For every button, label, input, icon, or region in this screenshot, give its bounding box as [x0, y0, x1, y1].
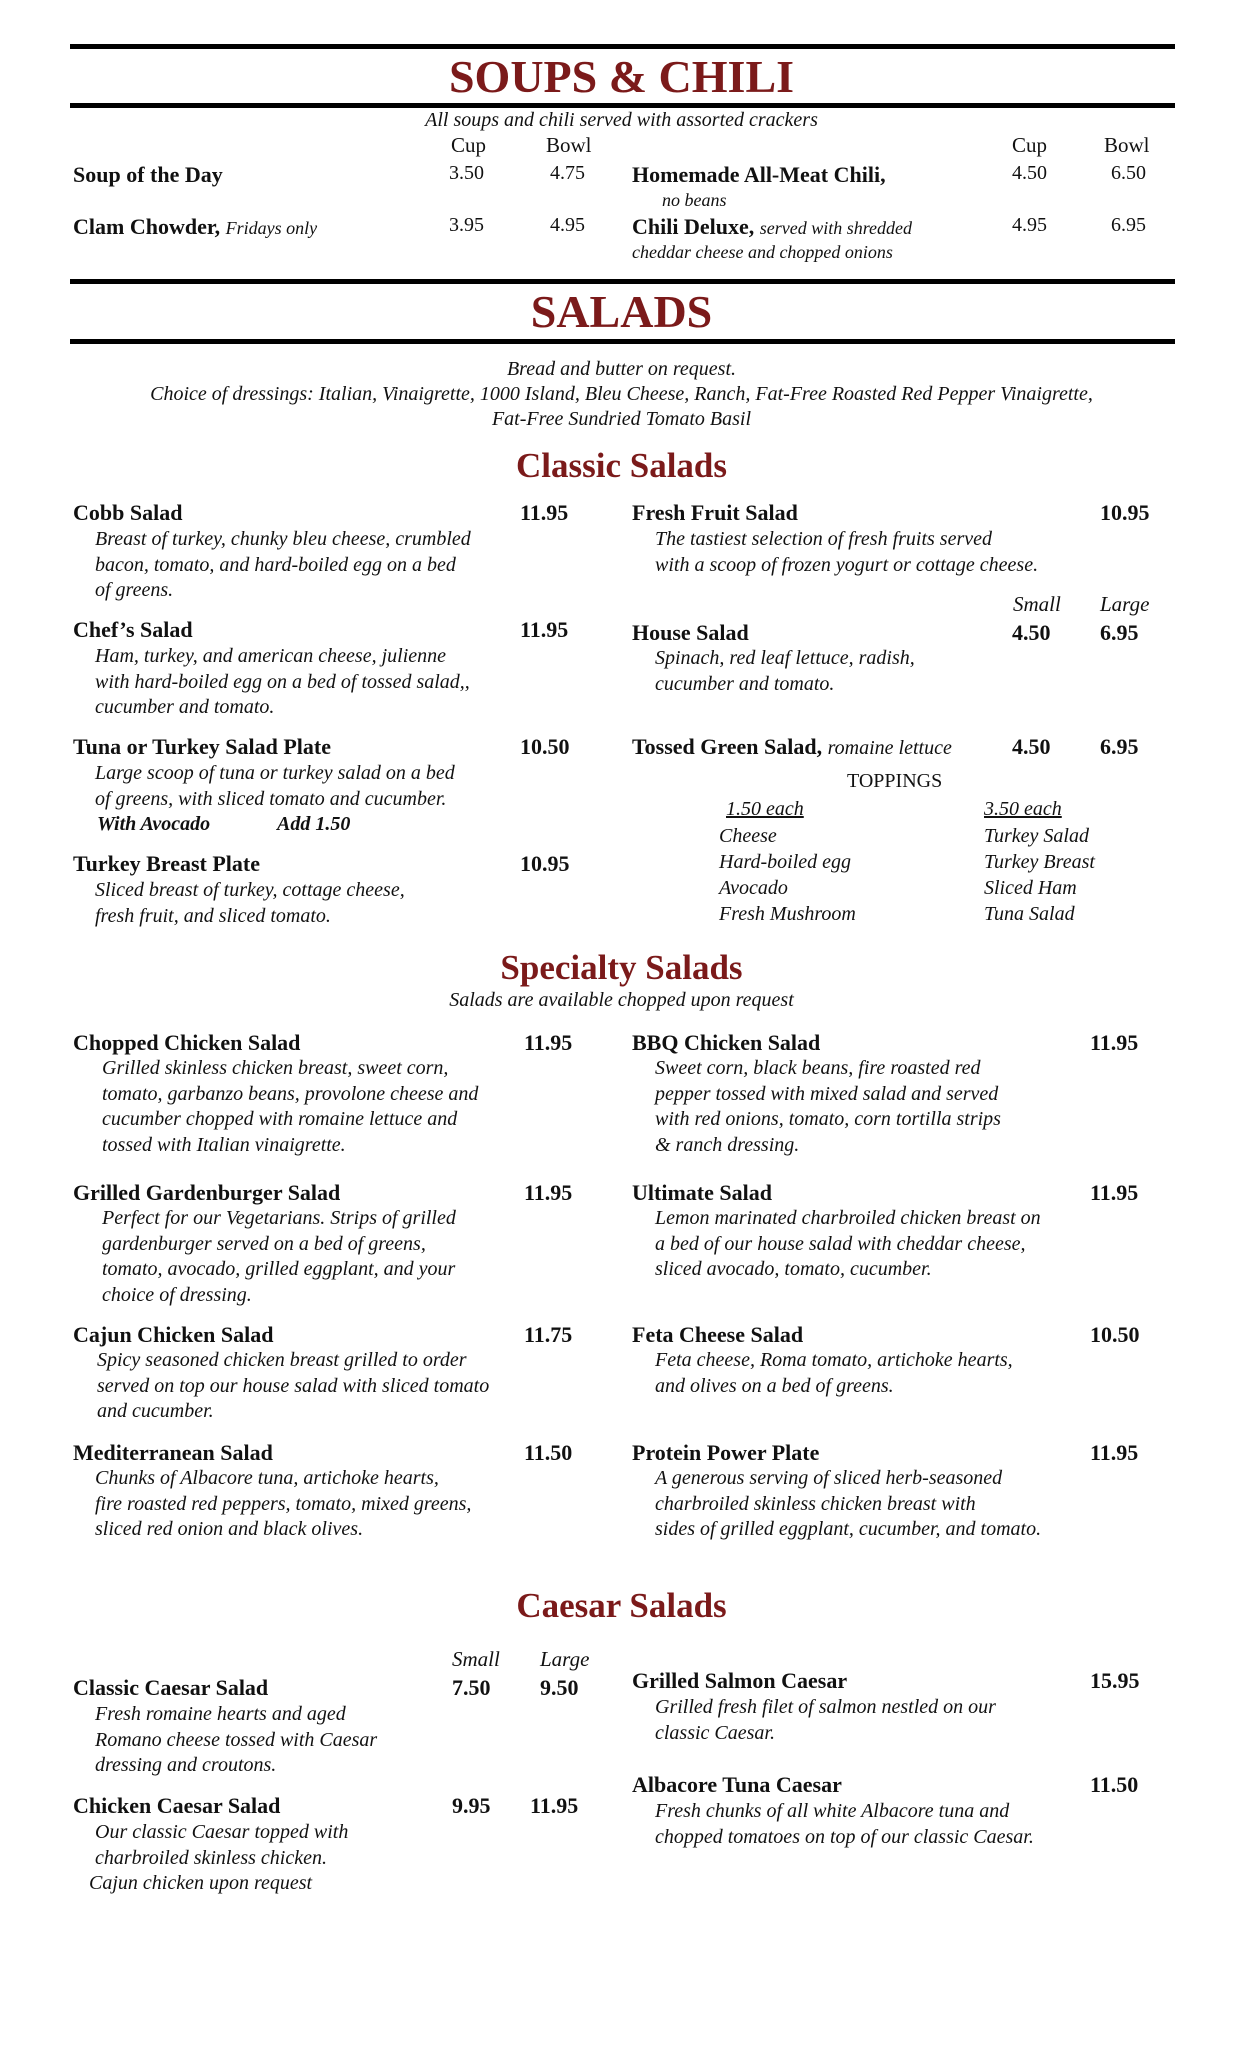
specialty-salads-title: Specialty Salads — [500, 948, 743, 987]
tossed-green-salad-small: 4.50 — [1012, 734, 1051, 759]
protein-power-plate: Protein Power Plate — [632, 1440, 820, 1465]
salads-intro-3: Fat-Free Sundried Tomato Basil — [491, 408, 752, 430]
chicken-caesar-salad-small: 9.95 — [452, 1793, 491, 1818]
caesar-salads-title: Caesar Salads — [516, 1586, 727, 1625]
turkey-breast-plate: Turkey Breast Plate — [73, 851, 260, 876]
feta-cheese-salad-price: 10.50 — [1090, 1322, 1140, 1347]
salads-intro-2: Choice of dressings: Italian, Vinaigrette, 1000 Island, Bleu Cheese, Ranch, Fat-Free Roasted Red Pepper Vinaigrette, — [150, 383, 1093, 405]
grilled-salmon-caesar-desc: Grilled fresh filet of salmon nestled on our classic Caesar. — [655, 1696, 996, 1744]
toppings-group2-label: 3.50 each — [984, 798, 1062, 820]
toppings-title: TOPPINGS — [847, 770, 943, 792]
soups-right-cup-header: Cup — [1012, 133, 1048, 157]
tuna-turkey-salad-plate: Tuna or Turkey Salad Plate — [73, 734, 331, 759]
clam-chowder-bowl: 4.95 — [550, 214, 585, 236]
bbq-chicken-salad: BBQ Chicken Salad — [632, 1030, 821, 1055]
ultimate-salad-price: 11.95 — [1090, 1180, 1139, 1205]
turkey-breast-plate-price: 10.95 — [520, 851, 570, 876]
clam-chowder-cup: 3.95 — [449, 214, 484, 236]
toppings-group2-list: Turkey Salad Turkey Breast Sliced Ham Tuna Salad — [984, 825, 1095, 925]
grilled-salmon-caesar: Grilled Salmon Caesar — [632, 1668, 848, 1693]
soup-of-the-day-cup: 3.50 — [449, 162, 484, 184]
chefs-salad: Chef’s Salad — [73, 617, 193, 642]
protein-power-plate-desc: A generous serving of sliced herb-seasoned charbroiled skinless chicken breast with sides of grilled eggplant, cucumber, and tomato. — [655, 1467, 1042, 1540]
with-avocado-label: With Avocado — [97, 813, 211, 835]
specialty-subtitle: Salads are available chopped upon request — [449, 989, 794, 1011]
cajun-chicken-salad-price: 11.75 — [524, 1322, 573, 1347]
tuna-turkey-salad-plate-desc: Large scoop of tuna or turkey salad on a bed of greens, with sliced tomato and cucumber. — [95, 762, 455, 810]
cobb-salad-price: 11.95 — [520, 500, 569, 525]
salads-bottom-rule — [70, 339, 1175, 344]
fresh-fruit-salad-price: 10.95 — [1100, 500, 1150, 525]
house-salad-small: 4.50 — [1012, 620, 1051, 645]
chili-deluxe: Chili Deluxe, served with shredded — [632, 214, 913, 239]
soups-left-bowl-header: Bowl — [546, 133, 592, 157]
cajun-chicken-salad-desc: Spicy seasoned chicken breast grilled to order served on top our house salad with sliced tomato and cucumber. — [97, 1349, 490, 1422]
with-avocado-price: Add 1.50 — [277, 813, 351, 835]
chefs-salad-price: 11.95 — [520, 617, 569, 642]
top-rule — [70, 44, 1175, 49]
chili-deluxe-cup: 4.95 — [1012, 214, 1047, 236]
cajun-chicken-salad: Cajun Chicken Salad — [73, 1322, 274, 1347]
grilled-salmon-caesar-price: 15.95 — [1090, 1668, 1140, 1693]
caesar-large-header: Large — [540, 1647, 590, 1671]
grilled-gardenburger-salad-price: 11.95 — [524, 1180, 573, 1205]
mediterranean-salad-desc: Chunks of Albacore tuna, artichoke hearts, fire roasted red peppers, tomato, mixed greens, sliced red onion and black olives. — [95, 1467, 472, 1540]
clam-chowder: Clam Chowder, Fridays only — [73, 214, 318, 239]
ultimate-salad: Ultimate Salad — [632, 1180, 772, 1205]
soups-left-cup-header: Cup — [451, 133, 487, 157]
classic-small-header: Small — [1013, 592, 1061, 616]
salads-intro-1: Bread and butter on request. — [506, 358, 737, 380]
toppings-group1-label: 1.50 each — [726, 798, 804, 820]
tossed-green-salad-large: 6.95 — [1100, 734, 1139, 759]
bbq-chicken-salad-desc: Sweet corn, black beans, fire roasted red pepper tossed with mixed salad and served with red onions, tomato, corn tortilla strips & ranch dressing. — [655, 1057, 1001, 1156]
house-salad-large: 6.95 — [1100, 620, 1139, 645]
mediterranean-salad-price: 11.50 — [524, 1440, 573, 1465]
soups-title: SOUPS & CHILI — [448, 51, 795, 102]
cobb-salad: Cobb Salad — [73, 500, 183, 525]
chicken-caesar-salad: Chicken Caesar Salad — [73, 1793, 281, 1818]
house-salad-desc: Spinach, red leaf lettuce, radish, cucumber and tomato. — [655, 647, 915, 695]
classic-caesar-salad-small: 7.50 — [452, 1675, 491, 1700]
caesar-small-header: Small — [452, 1647, 500, 1671]
soups-right-bowl-header: Bowl — [1104, 133, 1150, 157]
feta-cheese-salad-desc: Feta cheese, Roma tomato, artichoke hearts, and olives on a bed of greens. — [655, 1349, 1013, 1397]
classic-caesar-salad-desc: Fresh romaine hearts and aged Romano cheese tossed with Caesar dressing and croutons. — [95, 1703, 378, 1776]
toppings-group1-list: Cheese Hard-boiled egg Avocado Fresh Mushroom — [719, 825, 856, 925]
grilled-gardenburger-salad: Grilled Gardenburger Salad — [73, 1180, 341, 1205]
soup-of-the-day: Soup of the Day — [73, 162, 223, 187]
soups-subtitle: All soups and chili served with assorted crackers — [425, 109, 818, 131]
chicken-caesar-salad-large: 11.95 — [530, 1793, 579, 1818]
feta-cheese-salad: Feta Cheese Salad — [632, 1322, 804, 1347]
house-salad: House Salad — [632, 620, 749, 645]
chefs-salad-desc: Ham, turkey, and american cheese, julienne with hard-boiled egg on a bed of tossed salad,, cucumber and tomato. — [95, 645, 470, 718]
albacore-tuna-caesar: Albacore Tuna Caesar — [632, 1772, 842, 1797]
salads-title: SALADS — [530, 286, 713, 337]
chili-deluxe-bowl: 6.95 — [1111, 214, 1146, 236]
tuna-turkey-salad-plate-price: 10.50 — [520, 734, 570, 759]
cobb-salad-desc: Breast of turkey, chunky bleu cheese, crumbled bacon, tomato, and hard-boiled egg on a bed of greens. — [95, 528, 471, 601]
classic-caesar-salad: Classic Caesar Salad — [73, 1675, 269, 1700]
all-meat-chili-cup: 4.50 — [1012, 162, 1047, 184]
chicken-caesar-salad-desc: Our classic Caesar topped with charbroiled skinless chicken. Cajun chicken upon request — [89, 1821, 349, 1894]
soup-of-the-day-bowl: 4.75 — [550, 162, 585, 184]
all-meat-chili-bowl: 6.50 — [1111, 162, 1146, 184]
salads-top-rule — [70, 279, 1175, 284]
grilled-gardenburger-salad-desc: Perfect for our Vegetarians. Strips of grilled gardenburger served on a bed of greens, tomato, avocado, grilled eggplant, and your choice of dressing. — [102, 1207, 456, 1306]
protein-power-plate-price: 11.95 — [1090, 1440, 1139, 1465]
fresh-fruit-salad-desc: The tastiest selection of fresh fruits served with a scoop of frozen yogurt or cottage cheese. — [655, 528, 1039, 576]
chopped-chicken-salad-price: 11.95 — [524, 1030, 573, 1055]
albacore-tuna-caesar-price: 11.50 — [1090, 1772, 1139, 1797]
classic-caesar-salad-large: 9.50 — [540, 1675, 579, 1700]
classic-large-header: Large — [1100, 592, 1150, 616]
mediterranean-salad: Mediterranean Salad — [73, 1440, 273, 1465]
all-meat-chili-desc: no beans — [662, 190, 727, 210]
chopped-chicken-salad-desc: Grilled skinless chicken breast, sweet corn, tomato, garbanzo beans, provolone cheese and cucumber chopped with romaine lettuce and tossed with Italian vinaigrette. — [102, 1057, 479, 1156]
tossed-green-salad: Tossed Green Salad, romaine lettuce — [632, 734, 952, 759]
chopped-chicken-salad: Chopped Chicken Salad — [73, 1030, 301, 1055]
chili-deluxe-desc: cheddar cheese and chopped onions — [632, 242, 893, 262]
classic-salads-title: Classic Salads — [515, 446, 728, 485]
all-meat-chili: Homemade All-Meat Chili, — [632, 162, 886, 187]
fresh-fruit-salad: Fresh Fruit Salad — [632, 500, 798, 525]
albacore-tuna-caesar-desc: Fresh chunks of all white Albacore tuna and chopped tomatoes on top of our classic Caesar. — [655, 1800, 1034, 1848]
turkey-breast-plate-desc: Sliced breast of turkey, cottage cheese, fresh fruit, and sliced tomato. — [95, 879, 405, 927]
bbq-chicken-salad-price: 11.95 — [1090, 1030, 1139, 1055]
ultimate-salad-desc: Lemon marinated charbroiled chicken breast on a bed of our house salad with cheddar cheese, sliced avocado, tomato, cucumber. — [655, 1207, 1041, 1280]
